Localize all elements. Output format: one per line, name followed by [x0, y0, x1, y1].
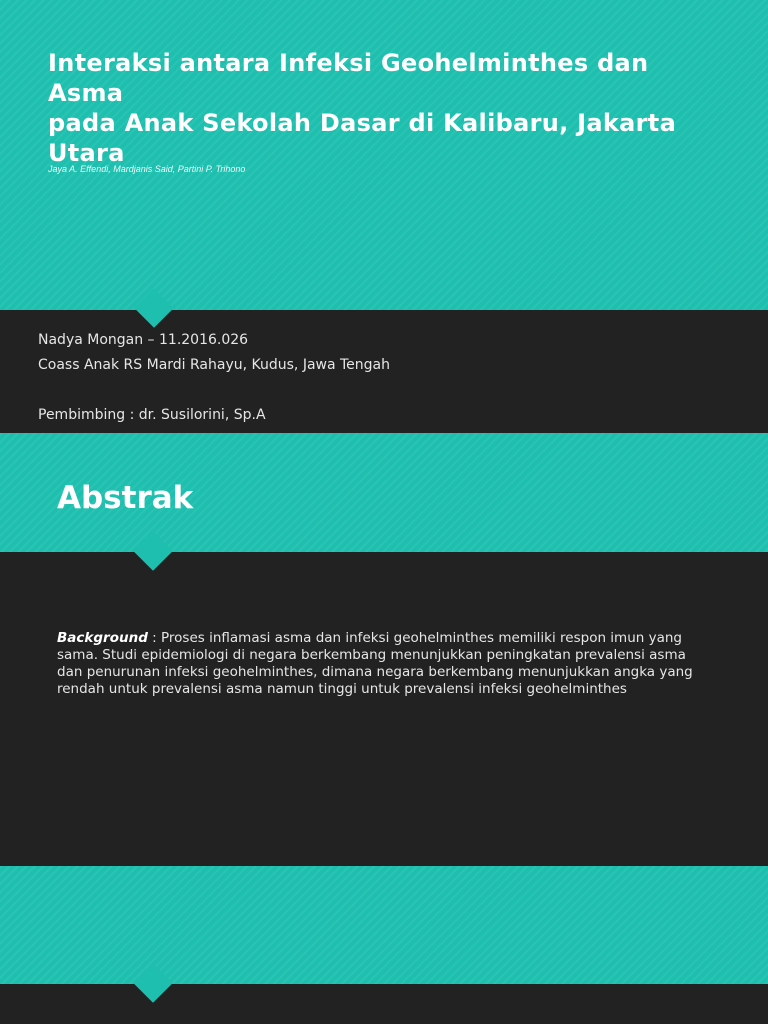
next-slide-band — [0, 866, 768, 984]
supervisor: Pembimbing : dr. Susilorini, Sp.A — [38, 407, 266, 423]
next-slide-dark — [0, 984, 768, 1024]
slide-title — [48, 48, 708, 168]
title-band — [0, 0, 768, 310]
abstract-paragraph — [57, 630, 707, 698]
title-line: Asma — [48, 79, 124, 107]
presenter-band — [0, 310, 768, 433]
section-heading: Abstrak — [57, 480, 194, 516]
authors-line: Jaya A. Effendi, Mardjanis Said, Partini P. Trihono — [48, 164, 246, 174]
abstract-band — [0, 552, 768, 866]
presenter-name: Nadya Mongan – 11.2016.026 — [38, 332, 249, 348]
title-line: pada Anak Sekolah Dasar di Kalibaru, Jakarta — [48, 109, 677, 137]
background-label: Background — [57, 630, 148, 646]
title-line: Interaksi antara Infeksi Geohelminthes dan — [48, 49, 649, 77]
background-text: : Proses inflamasi asma dan infeksi geohelminthes memiliki respon imun yang sama. Studi epidemiologi di negara berkembang menunjukkan peningkatan prevalensi asma dan penurunan infeksi geohelminthes, dimana negara berkembang menunjukkan angka yang rendah untuk prevalensi asma namun tinggi untuk prevalensi infeksi geohelminthes — [57, 630, 693, 697]
presenter-affiliation: Coass Anak RS Mardi Rahayu, Kudus, Jawa Tengah — [38, 357, 391, 373]
title-line: Utara — [48, 139, 125, 167]
